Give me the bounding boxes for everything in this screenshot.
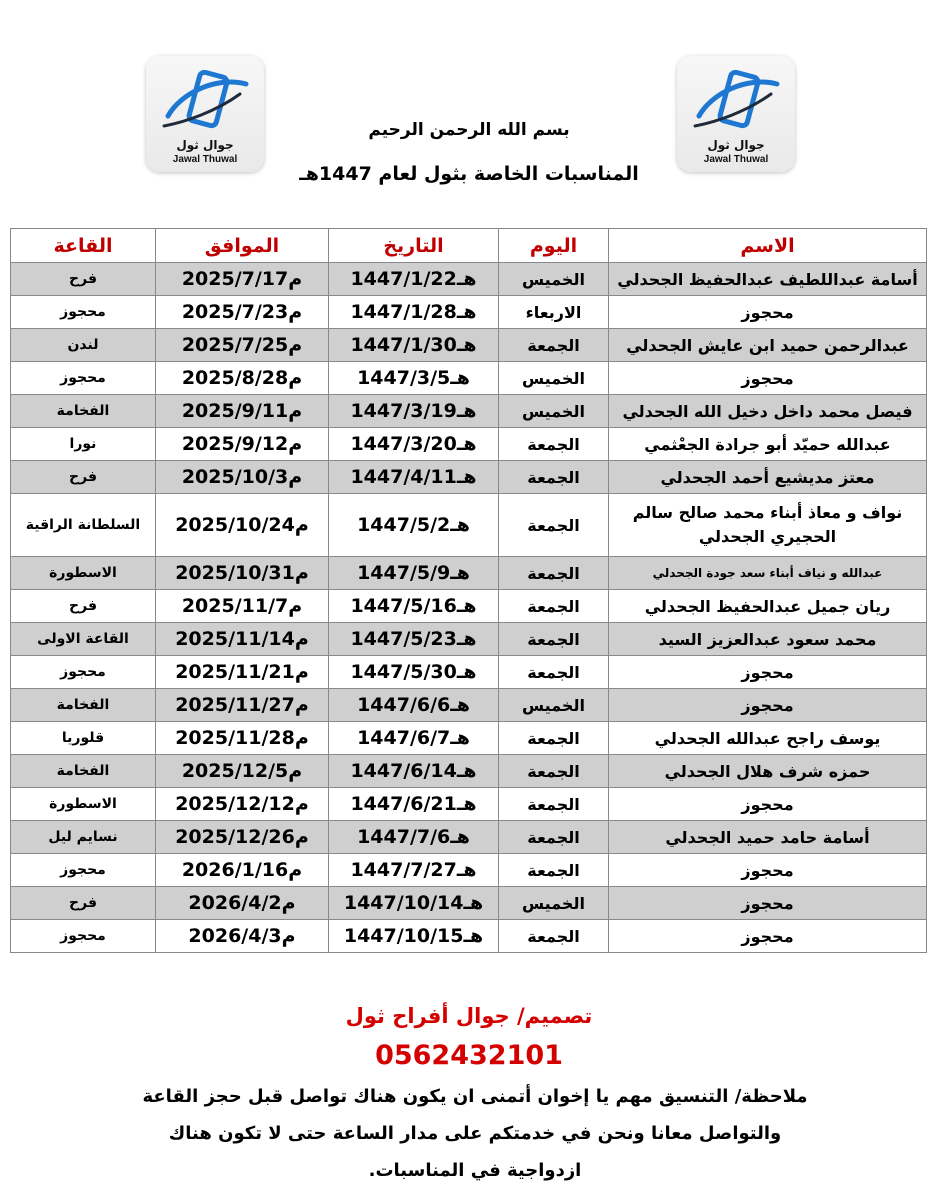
gregorian-date-cell: 2025/12/26م <box>156 821 329 854</box>
hijri-date-cell: 1447/10/15هـ <box>329 920 499 953</box>
hall-cell: الفخامة <box>11 755 156 788</box>
name-cell: محجوز <box>609 788 927 821</box>
column-header-day: اليوم <box>499 229 609 263</box>
table-row <box>11 395 927 428</box>
day-cell: الجمعة <box>499 494 609 557</box>
day-cell: الجمعة <box>499 623 609 656</box>
hall-cell: محجوز <box>11 854 156 887</box>
gregorian-date-cell: 2025/11/21م <box>156 656 329 689</box>
hijri-date-cell: 1447/3/19هـ <box>329 395 499 428</box>
phone-number: 0562432101 <box>375 1040 563 1071</box>
table-row <box>11 788 927 821</box>
hall-cell: نسايم ليل <box>11 821 156 854</box>
name-cell: محجوز <box>609 920 927 953</box>
day-cell: الخميس <box>499 689 609 722</box>
hijri-date-cell: 1447/3/20هـ <box>329 428 499 461</box>
gregorian-date-cell: 2025/11/28م <box>156 722 329 755</box>
table-row <box>11 362 927 395</box>
column-header-gregorian-date: الموافق <box>156 229 329 263</box>
table-row <box>11 263 927 296</box>
hall-cell: محجوز <box>11 362 156 395</box>
day-cell: الجمعة <box>499 461 609 494</box>
hall-cell: الاسطورة <box>11 557 156 590</box>
table-row <box>11 656 927 689</box>
gregorian-date-cell: 2025/9/11م <box>156 395 329 428</box>
table-row <box>11 557 927 590</box>
gregorian-date-cell: 2025/7/17م <box>156 263 329 296</box>
hijri-date-cell: 1447/6/7هـ <box>329 722 499 755</box>
hijri-date-cell: 1447/7/6هـ <box>329 821 499 854</box>
logo-name-ar: جوال ثول <box>176 138 234 152</box>
table-row <box>11 494 927 557</box>
gregorian-date-cell: 2025/9/12م <box>156 428 329 461</box>
hijri-date-cell: 1447/5/30هـ <box>329 656 499 689</box>
table-row <box>11 722 927 755</box>
gregorian-date-cell: 2025/10/31م <box>156 557 329 590</box>
hijri-date-cell: 1447/1/30هـ <box>329 329 499 362</box>
name-cell: محجوز <box>609 887 927 920</box>
logo-name-en: Jawal Thuwal <box>703 154 769 165</box>
name-cell: محجوز <box>609 656 927 689</box>
day-cell: الخميس <box>499 263 609 296</box>
hall-cell: لندن <box>11 329 156 362</box>
hall-cell: القاعة الاولى <box>11 623 156 656</box>
logo-name-ar: جوال ثول <box>707 138 765 152</box>
table-header-row <box>11 229 927 263</box>
gregorian-date-cell: 2025/12/12م <box>156 788 329 821</box>
day-cell: الجمعة <box>499 854 609 887</box>
hall-cell: فرح <box>11 263 156 296</box>
hall-cell: فرح <box>11 887 156 920</box>
table-row <box>11 920 927 953</box>
table-row <box>11 296 927 329</box>
table-row <box>11 623 927 656</box>
hijri-date-cell: 1447/5/9هـ <box>329 557 499 590</box>
gregorian-date-cell: 2025/11/14م <box>156 623 329 656</box>
name-cell: عبدالله حميّد أبو جرادة الجعْثمي <box>609 428 927 461</box>
name-cell: حمزه شرف هلال الجحدلي <box>609 755 927 788</box>
name-cell: محجوز <box>609 296 927 329</box>
table-row <box>11 689 927 722</box>
day-cell: الجمعة <box>499 722 609 755</box>
hijri-date-cell: 1447/6/21هـ <box>329 788 499 821</box>
gregorian-date-cell: 2026/1/16م <box>156 854 329 887</box>
hall-cell: قلوريا <box>11 722 156 755</box>
hall-cell: محجوز <box>11 656 156 689</box>
day-cell: الجمعة <box>499 788 609 821</box>
gregorian-date-cell: 2025/12/5م <box>156 755 329 788</box>
table-row <box>11 461 927 494</box>
hijri-date-cell: 1447/5/16هـ <box>329 590 499 623</box>
hall-cell: محجوز <box>11 296 156 329</box>
name-cell: ريان جميل عبدالحفيظ الجحدلي <box>609 590 927 623</box>
table-row <box>11 821 927 854</box>
day-cell: الجمعة <box>499 557 609 590</box>
page-title: المناسبات الخاصة بثول لعام 1447هـ <box>299 163 639 185</box>
name-cell: محجوز <box>609 854 927 887</box>
column-header-hijri-date: التاريخ <box>329 229 499 263</box>
hijri-date-cell: 1447/6/14هـ <box>329 755 499 788</box>
column-header-name: الاسم <box>609 229 927 263</box>
hijri-date-cell: 1447/1/22هـ <box>329 263 499 296</box>
gregorian-date-cell: 2025/10/3م <box>156 461 329 494</box>
hall-cell: فرح <box>11 590 156 623</box>
name-cell: أسامة عبداللطيف عبدالحفيظ الجحدلي <box>609 263 927 296</box>
events-table <box>10 228 927 953</box>
hijri-date-cell: 1447/3/5هـ <box>329 362 499 395</box>
gregorian-date-cell: 2026/4/2م <box>156 887 329 920</box>
gregorian-date-cell: 2025/8/28م <box>156 362 329 395</box>
hall-cell: الفخامة <box>11 395 156 428</box>
name-cell: محجوز <box>609 362 927 395</box>
day-cell: الجمعة <box>499 428 609 461</box>
name-cell: عبدالرحمن حميد ابن عايش الجحدلي <box>609 329 927 362</box>
gregorian-date-cell: 2025/11/7م <box>156 590 329 623</box>
hall-cell: الاسطورة <box>11 788 156 821</box>
hijri-date-cell: 1447/7/27هـ <box>329 854 499 887</box>
table-row <box>11 329 927 362</box>
name-cell: فيصل محمد داخل دخيل الله الجحدلي <box>609 395 927 428</box>
name-cell: محمد سعود عبدالعزيز السيد <box>609 623 927 656</box>
hall-cell: نورا <box>11 428 156 461</box>
gregorian-date-cell: 2025/11/27م <box>156 689 329 722</box>
column-header-hall: القاعة <box>11 229 156 263</box>
gregorian-date-cell: 2025/7/25م <box>156 329 329 362</box>
table-row <box>11 590 927 623</box>
gregorian-date-cell: 2026/4/3م <box>156 920 329 953</box>
day-cell: الجمعة <box>499 656 609 689</box>
logo-left <box>146 56 264 172</box>
hall-cell: فرح <box>11 461 156 494</box>
table-row <box>11 887 927 920</box>
name-cell: معتز مديشيع أحمد الجحدلي <box>609 461 927 494</box>
hijri-date-cell: 1447/5/23هـ <box>329 623 499 656</box>
logo-right <box>677 56 795 172</box>
hall-cell: الفخامة <box>11 689 156 722</box>
gregorian-date-cell: 2025/10/24م <box>156 494 329 557</box>
day-cell: الجمعة <box>499 755 609 788</box>
day-cell: الاربعاء <box>499 296 609 329</box>
day-cell: الخميس <box>499 887 609 920</box>
day-cell: الجمعة <box>499 821 609 854</box>
name-cell: نواف و معاذ أبناء محمد صالح سالم الحجيري الجحدلي <box>609 494 927 557</box>
name-cell: يوسف راجح عبدالله الجحدلي <box>609 722 927 755</box>
name-cell: محجوز <box>609 689 927 722</box>
hijri-date-cell: 1447/4/11هـ <box>329 461 499 494</box>
hijri-date-cell: 1447/6/6هـ <box>329 689 499 722</box>
name-cell: عبدالله و نياف أبناء سعد جودة الجحدلي <box>609 557 927 590</box>
day-cell: الخميس <box>499 395 609 428</box>
hijri-date-cell: 1447/1/28هـ <box>329 296 499 329</box>
logo-name-en: Jawal Thuwal <box>172 154 238 165</box>
designer-credit: تصميم/ جوال أفراح ثول <box>345 1004 593 1028</box>
day-cell: الجمعة <box>499 920 609 953</box>
hall-cell: السلطانة الراقية <box>11 494 156 557</box>
hijri-date-cell: 1447/10/14هـ <box>329 887 499 920</box>
table-row <box>11 755 927 788</box>
coordination-note: ملاحظة/ التنسيق مهم يا إخوان أتمنى ان يكون هناك تواصل قبل حجز القاعة والتواصل معانا ونحن في خدمتكم على مدار الساعة حتى لا تكون هناك ازدواجية في المناسبات. <box>142 1086 808 1181</box>
day-cell: الجمعة <box>499 329 609 362</box>
gregorian-date-cell: 2025/7/23م <box>156 296 329 329</box>
day-cell: الجمعة <box>499 590 609 623</box>
table-row <box>11 428 927 461</box>
name-cell: أسامة حامد حميد الجحدلي <box>609 821 927 854</box>
hijri-date-cell: 1447/5/2هـ <box>329 494 499 557</box>
day-cell: الخميس <box>499 362 609 395</box>
hall-cell: محجوز <box>11 920 156 953</box>
bismillah: بسم الله الرحمن الرحيم <box>368 120 570 140</box>
table-row <box>11 854 927 887</box>
